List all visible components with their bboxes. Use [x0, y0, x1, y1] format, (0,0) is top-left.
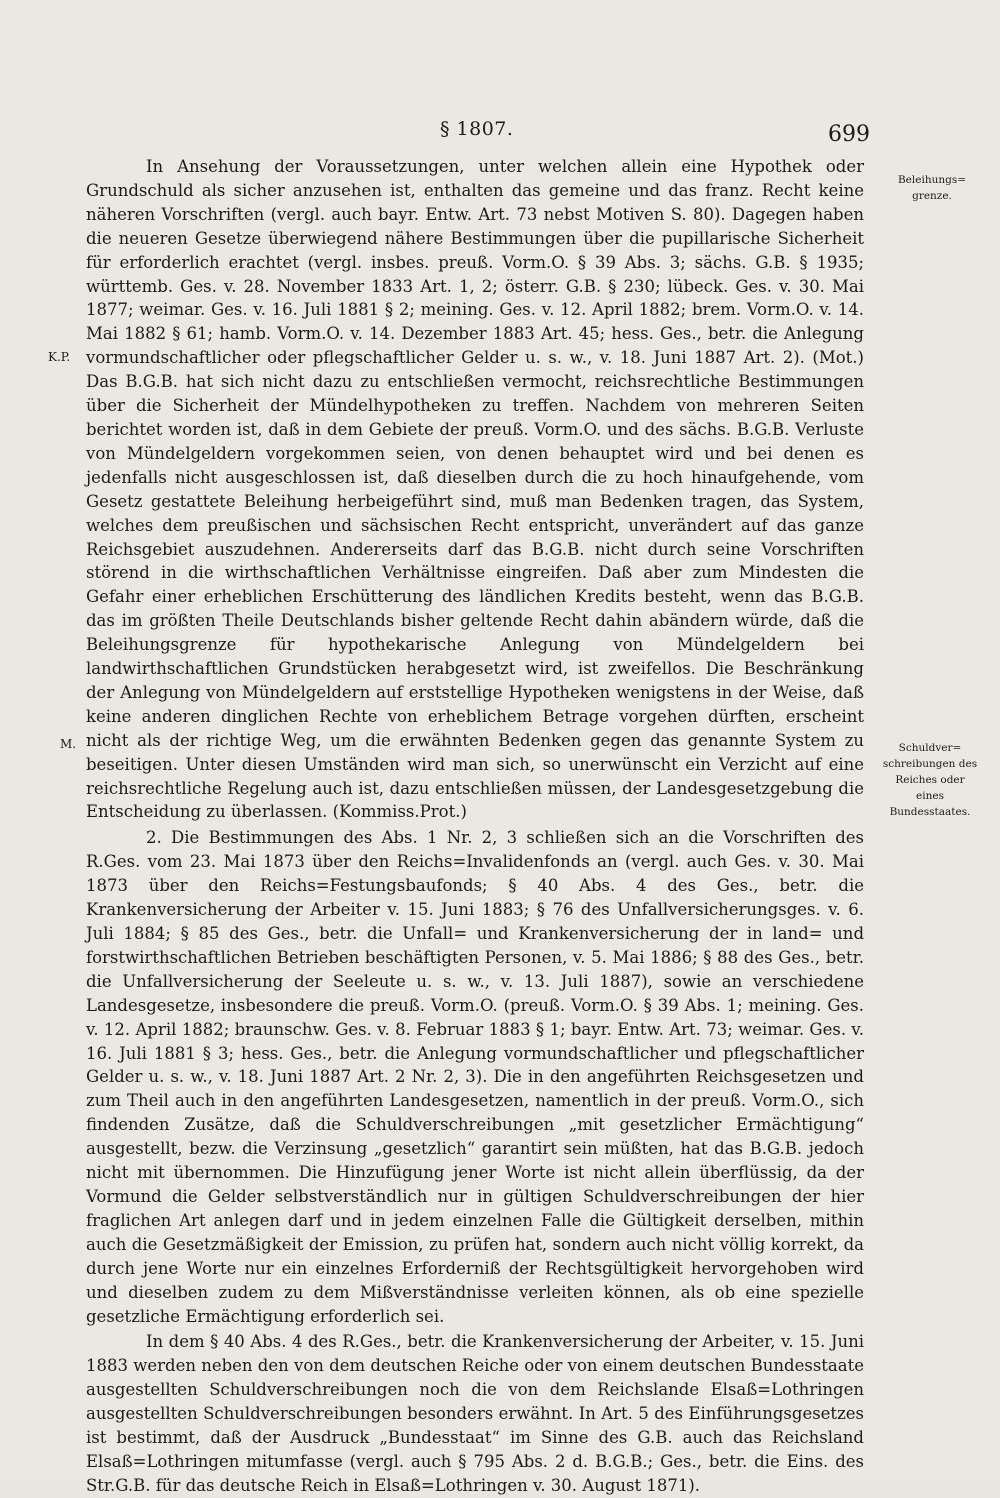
paragraph-text: In dem § 40 Abs. 4 des R.Ges., betr. die Krankenversicherung der Arbeiter, v. 15. Juni 1883 werden neben den von dem deutschen Reiche oder von einem deutschen Bundesstaate ausgestellten Schuldverschreibungen noch die von dem Reichslande Elsaß=Lothringen ausgestellten Schuldverschreibungen besonders erwähnt. In Art. 5 des Einführungsgesetzes ist bestimmt, daß der Ausdruck „Bundesstaat“ im Sinne des G.B. auch das Reichsland Elsaß=Lothringen mitumfasse (vergl. auch § 795 Abs. 2 d. B.G.B.; Ges., betr. die Eins. des Str.G.B. für das deutsche Reich in Elsaß=Lothringen v. 30. August 1871).	[86, 1332, 864, 1495]
margin-note-schuldverschreibungen	[868, 740, 992, 820]
page-number: 699	[828, 122, 870, 147]
siglum-kp: K.P.	[48, 350, 71, 364]
paragraph-beleihungsgrenze	[86, 155, 864, 824]
margin-note-line: eines	[916, 790, 944, 802]
margin-note-line: grenze.	[912, 190, 952, 202]
margin-note-beleihungsgrenze	[882, 172, 982, 204]
paragraph-schuldverschreibungen	[86, 826, 864, 1328]
margin-note-line: Beleihungs=	[897, 174, 967, 186]
section-header: § 1807.	[440, 118, 514, 140]
margin-note-line: Bundesstaates.	[889, 806, 971, 818]
paragraph-text: In Ansehung der Voraussetzungen, unter welchen allein eine Hypothek oder Grundschuld als sicher anzusehen ist, enthalten das gemeine und das franz. Recht keine näheren Vorschriften (vergl. auch bayr. Entw. Art. 73 nebst Motiven S. 80). Dagegen haben die neueren Gesetze überwiegend nähere Bestimmungen über die pupillarische Sicherheit für erforderlich erachtet (vergl. insbes. preuß. Vorm.O. § 39 Abs. 3; sächs. G.B. § 1935; württemb. Ges. v. 28. November 1833 Art. 1, 2; österr. G.B. § 230; lübeck. Ges. v. 30. Mai 1877; weimar. Ges. v. 16. Juli 1881 § 2; meining. Ges. v. 12. April 1882; brem. Vorm.O. v. 14. Mai 1882 § 61; hamb. Vorm.O. v. 14. Dezember 1883 Art. 45; hess. Ges., betr. die Anlegung vormundschaftlicher oder pflegschaftlicher Gelder u. s. w., v. 18. Juni 1887 Art. 2). (Mot.) Das B.G.B. hat sich nicht dazu zu entschließen vermocht, reichsrechtliche Bestimmungen über die Sicherheit der Mündelhypotheken zu treffen. Nachdem von mehreren Seiten berichtet worden ist, daß in dem Gebiete der preuß. Vorm.O. und des sächs. B.G.B. Verluste von Mündelgeldern vorgekommen seien, von denen behauptet wird und bei denen es jedenfalls nicht ausgeschlossen ist, daß dieselben durch die zu hoch hinaufgehende, vom Gesetz gestattete Beleihung herbeigeführt sind, muß man Bedenken tragen, das System, welches dem preußischen und sächsischen Recht entspricht, unverändert auf das ganze Reichsgebiet auszudehnen. Andererseits darf das B.G.B. nicht durch seine Vorschriften störend in die wirthschaftlichen Verhältnisse eingreifen. Daß aber zum Mindesten die Gefahr einer erheblichen Erschütterung des ländlichen Kredits besteht, wenn das B.G.B. das im größten Theile Deutschlands bisher geltende Recht dahin abändern würde, daß die Beleihungsgrenze für hypothekarische Anlegung von Mündelgeldern bei landwirthschaftlichen Grundstücken herabgesetzt wird, ist zweifellos. Die Beschränkung der Anlegung von Mündelgeldern auf erststellige Hypotheken wenigstens in der Weise, daß keine anderen dinglichen Rechte von erheblichem Betrage vorgehen dürften, erscheint nicht als der richtige Weg, um die erwähnten Bedenken gegen das genannte System zu beseitigen. Unter diesen Umständen wird man sich, so unerwünscht ein Verzicht auf eine reichsrechtliche Regelung auch ist, dazu entschließen müssen, der Landesgesetzgebung die Entscheidung zu überlassen. (Kommiss.Prot.)	[86, 157, 864, 822]
paragraph-reichsland	[86, 1330, 864, 1497]
margin-note-line: schreibungen des	[882, 758, 978, 770]
paragraph-text: 2. Die Bestimmungen des Abs. 1 Nr. 2, 3 schließen sich an die Vorschriften des R.Ges. vom 23. Mai 1873 über den Reichs=Invalidenfonds an (vergl. auch Ges. v. 30. Mai 1873 über den Reichs=Festungsbaufonds; § 40 Abs. 4 des Ges., betr. die Krankenversicherung der Arbeiter v. 15. Juni 1883; § 76 des Unfallversicherungsges. v. 6. Juli 1884; § 85 des Ges., betr. die Unfall= und Krankenversicherung der in land= und forstwirthschaftlichen Betrieben beschäftigten Personen, v. 5. Mai 1886; § 88 des Ges., betr. die Unfallversicherung der Seeleute u. s. w., v. 13. Juli 1887), sowie an verschiedene Landesgesetze, insbesondere die preuß. Vorm.O. (preuß. Vorm.O. § 39 Abs. 1; meining. Ges. v. 12. April 1882; braunschw. Ges. v. 8. Februar 1883 § 1; bayr. Entw. Art. 73; weimar. Ges. v. 16. Juli 1881 § 3; hess. Ges., betr. die Anlegung vormundschaftlicher und pflegschaftlicher Gelder u. s. w., v. 18. Juni 1887 Art. 2 Nr. 2, 3). Die in den angeführten Reichsgesetzen und zum Theil auch in den angeführten Landesgesetzen, namentlich in der preuß. Vorm.O., sich findenden Zusätze, daß die Schuldverschreibungen „mit gesetzlicher Ermächtigung“ ausgestellt, bezw. die Verzinsung „gesetzlich“ garantirt sein müßten, hat das B.G.B. jedoch nicht mit übernommen. Die Hinzufügung jener Worte ist nicht allein überflüssig, da der Vormund die Gelder selbstverständlich nur in gültigen Schuldverschreibungen der hier fraglichen Art anlegen darf und in jedem einzelnen Falle die Gültigkeit derselben, mithin auch die Gesetzmäßigkeit der Emission, zu prüfen hat, sondern auch nicht völlig korrekt, da durch jene Worte nur ein einzelnes Erforderniß der Rechtsgültigkeit hervorgehoben wird und dieselben zudem zu dem Mißverständnisse verleiten können, als ob eine spezielle gesetzliche Ermächtigung erforderlich sei.	[86, 828, 864, 1326]
body-text	[86, 155, 864, 1498]
margin-note-line: Schuldver=	[898, 742, 962, 754]
margin-note-line: Reiches oder	[895, 774, 965, 786]
siglum-m: M.	[60, 737, 77, 751]
